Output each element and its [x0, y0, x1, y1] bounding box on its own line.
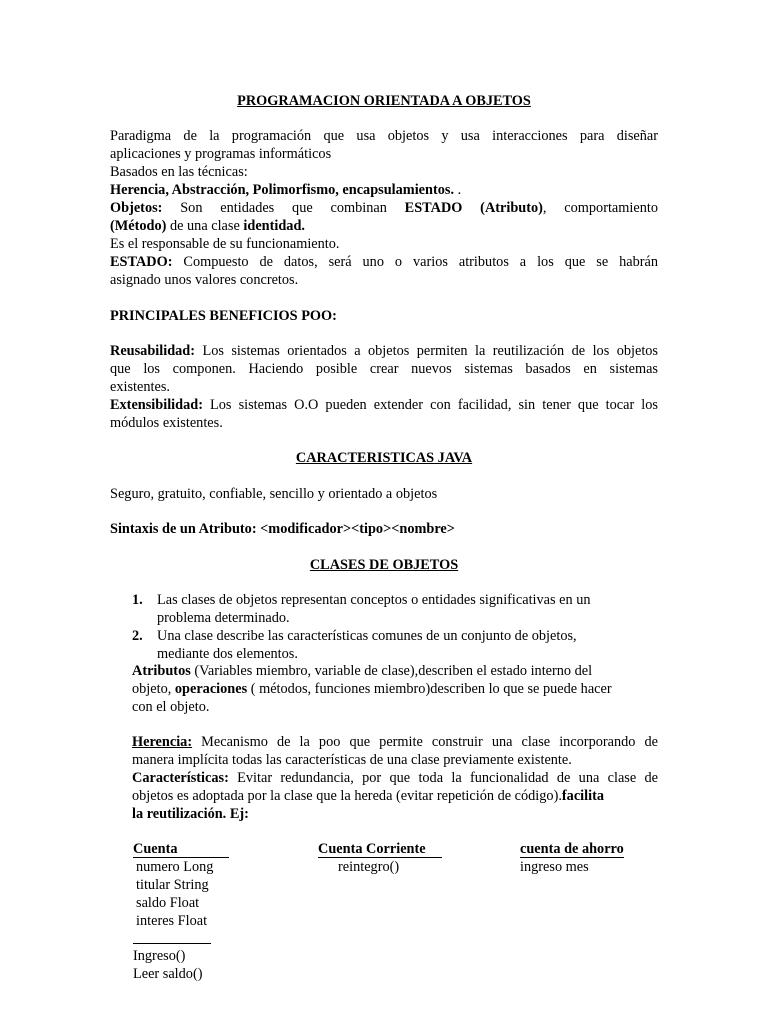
caracteristicas-line-2 [132, 787, 658, 805]
java-sintaxis [110, 520, 455, 538]
estado-label: ESTADO: [110, 254, 173, 270]
beneficios-heading-text: PRINCIPALES BENEFICIOS POO: [110, 308, 337, 324]
clases-heading: CLASES DE OBJETOS [309, 557, 459, 573]
atributos-line-2 [132, 680, 642, 698]
list-item-number: 1. [132, 592, 143, 608]
objetos-text-3: de una clase [166, 218, 244, 234]
herencia-text-1: Mecanismo de la poo que permite construir una clase incorporando de [192, 734, 658, 750]
operaciones-text: ( métodos, funciones miembro)describen lo que se puede hacer [247, 681, 612, 697]
atributos-line-3: con el objeto. [132, 699, 210, 715]
class-ahorro-header-text: cuenta de ahorro [520, 841, 624, 857]
reusabilidad-line-2: que los componen. Haciendo posible crear nuevos sistemas basados en sistemas [110, 361, 658, 377]
atributos-text-1: (Variables miembro, variable de clase),describen el estado interno del [190, 663, 593, 679]
class-corriente-header [318, 840, 442, 858]
list-item: titular String [136, 877, 209, 893]
objetos-line-2 [110, 217, 658, 235]
list-item-text-2: problema determinado. [157, 610, 290, 626]
intro-paragraph-line-1: Paradigma de la programación que usa objetos y usa interacciones para diseñar [110, 128, 658, 144]
class-cuenta-header [133, 840, 229, 858]
reusabilidad-text-1: Los sistemas orientados a objetos permiten la reutilización de los objetos [195, 343, 658, 359]
list-item [132, 591, 642, 627]
extensibilidad-line-2: módulos existentes. [110, 415, 223, 431]
objetos-estado: ESTADO (Atributo) [404, 200, 543, 216]
java-sintaxis-text: Sintaxis de un Atributo: <modificador><tipo><nombre> [110, 521, 455, 537]
extensibilidad-line-1 [110, 396, 658, 414]
caracteristicas-line-1 [132, 769, 658, 787]
estado-line-1 [110, 253, 658, 271]
list-item-text-2: mediante dos elementos. [157, 646, 298, 662]
herencia-label: Herencia: [132, 734, 193, 750]
list-item-text-1: Una clase describe las características comunes de un conjunto de objetos, [157, 628, 577, 644]
caracteristicas-label: Características: [132, 770, 229, 786]
class-cuenta-ahorro [520, 840, 624, 876]
reutilizacion-text: la reutilización. Ej: [132, 806, 249, 822]
list-item: ingreso mes [520, 859, 589, 875]
class-ahorro-header [520, 840, 624, 858]
beneficios-heading [110, 307, 337, 325]
java-caracteristicas: Seguro, gratuito, confiable, sencillo y orientado a objetos [110, 486, 438, 502]
operaciones-label: operaciones [174, 681, 248, 697]
herencia-section [132, 733, 658, 823]
class-cuenta-header-text: Cuenta [133, 841, 229, 858]
objetos-text-2: , comportamiento [542, 200, 658, 216]
facilita-text: facilita [561, 788, 605, 804]
page-title: PROGRAMACION ORIENTADA A OBJETOS [237, 93, 531, 109]
atributos-label: Atributos [132, 663, 191, 679]
tecnicas-tail: . [454, 182, 462, 198]
caracteristicas-text-1: Evitar redundancia, por que toda la funcionalidad de una clase de [228, 770, 658, 786]
caracteristicas-line-3 [132, 805, 658, 823]
class-corriente-header-text: Cuenta Corriente [318, 841, 442, 858]
class-cuenta-divider [133, 943, 211, 944]
class-cuenta-attrs [136, 858, 229, 930]
list-item: interes Float [136, 913, 208, 929]
java-heading: CARACTERISTICAS JAVA [295, 450, 473, 466]
clases-list [132, 591, 642, 663]
list-item: reintegro() [338, 859, 400, 875]
list-item-text-1: Las clases de objetos representan conceptos o entidades significativas en un [157, 592, 591, 608]
objetos-text-1: Son entidades que combinan [162, 200, 405, 216]
tecnicas-text: Herencia, Abstracción, Polimorfismo, encapsulamientos. [110, 182, 455, 198]
herencia-line-1 [132, 733, 658, 751]
estado-text-1: Compuesto de datos, será uno o varios atributos a los que se habrán [172, 254, 658, 270]
objetos-label: Objetos: [110, 200, 163, 216]
reusabilidad-line-1 [110, 342, 658, 360]
list-item: numero Long [136, 859, 214, 875]
objetos-metodo: (Método) [110, 218, 167, 234]
estado-line-2: asignado unos valores concretos. [110, 272, 299, 288]
objetos-line-1 [110, 199, 658, 217]
caracteristicas-text-2: objetos es adoptada por la clase que la hereda (evitar repetición de código). [132, 788, 562, 804]
extensibilidad-text-1: Los sistemas O.O pueden extender con facilidad, sin tener que tocar los [202, 397, 658, 413]
beneficios-section [110, 342, 658, 432]
reusabilidad-line-3: existentes. [110, 379, 170, 395]
list-item: saldo Float [136, 895, 200, 911]
class-cuenta-corriente [318, 840, 442, 876]
responsable-text: Es el responsable de su funcionamiento. [110, 236, 340, 252]
list-item [132, 627, 642, 663]
list-item: Leer saldo() [133, 966, 203, 982]
basados-text: Basados en las técnicas: [110, 164, 248, 180]
tecnicas-line [110, 181, 658, 199]
atributos-text-2: objeto, [132, 681, 175, 697]
class-cuenta-methods [133, 947, 202, 983]
atributos-line-1 [132, 662, 642, 680]
atributos-section [132, 662, 642, 716]
objetos-identidad: identidad. [243, 218, 305, 234]
herencia-line-2: manera implícita todas las características de una clase previamente existente. [132, 752, 572, 768]
extensibilidad-label: Extensibilidad: [110, 397, 203, 413]
reusabilidad-label: Reusabilidad: [110, 343, 196, 359]
list-item-number: 2. [132, 628, 143, 644]
intro-section [110, 127, 658, 289]
list-item: Ingreso() [133, 948, 186, 964]
intro-paragraph-line-2: aplicaciones y programas informáticos [110, 146, 332, 162]
class-cuenta [133, 840, 229, 930]
